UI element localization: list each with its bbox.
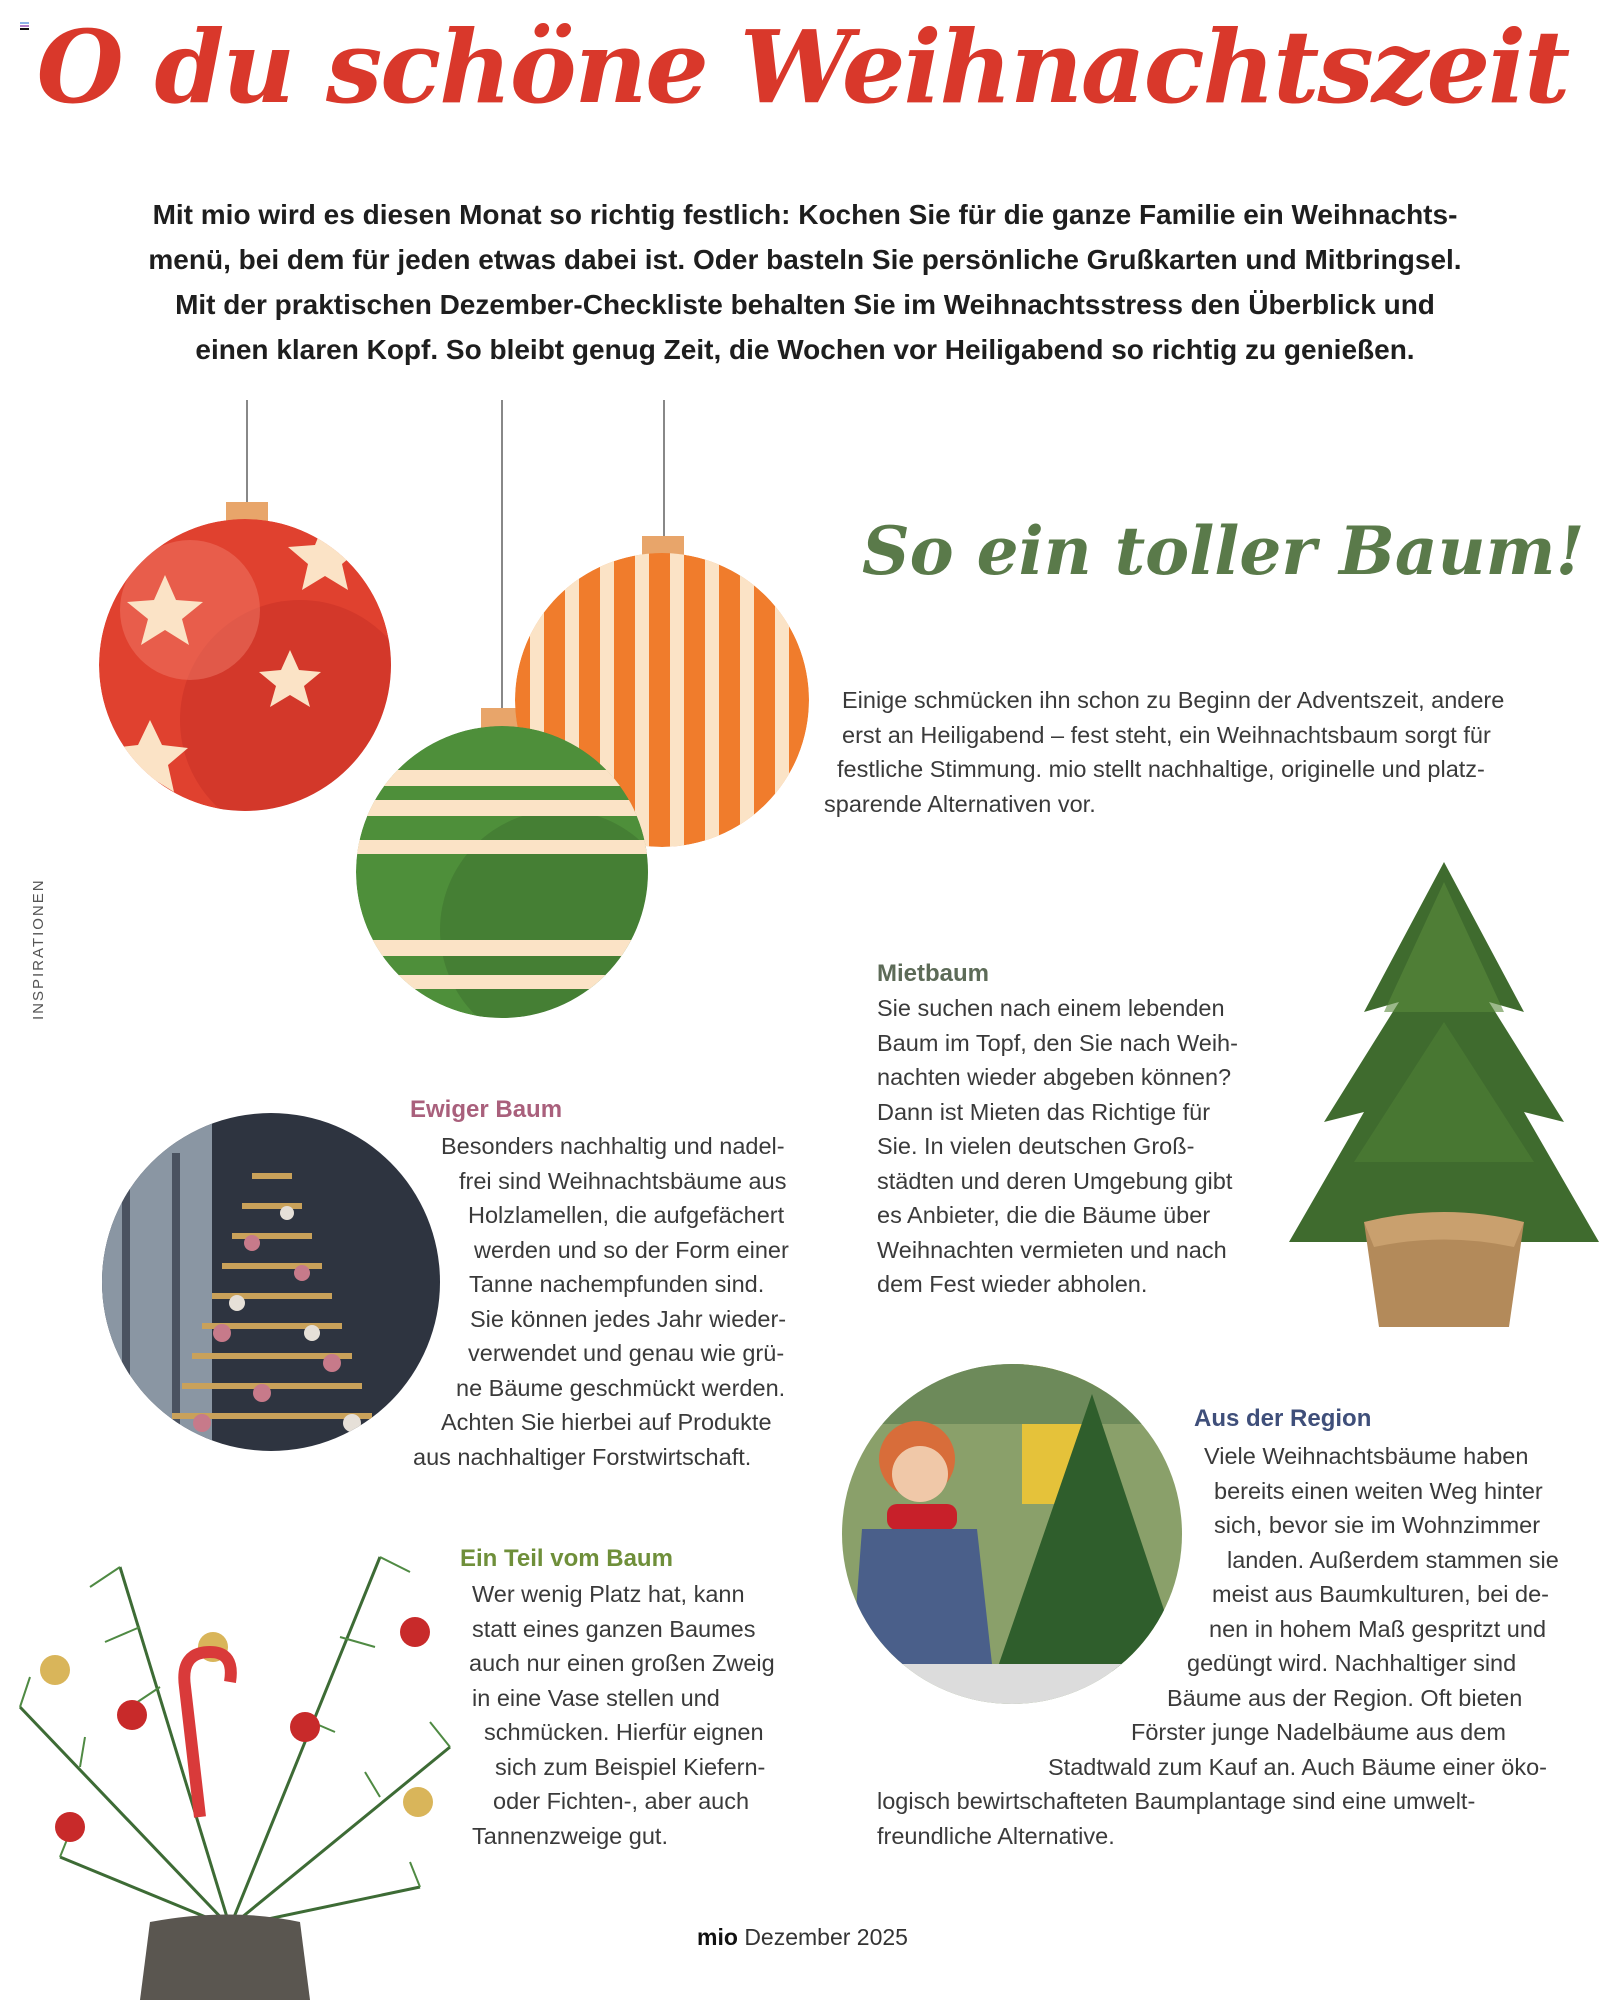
text-line: meist aus Baumkulturen, bei de- [1212, 1581, 1549, 1607]
section-intro-line: erst an Heiligabend – fest steht, ein Weihnachtsbaum sorgt für [842, 721, 1491, 748]
text-line: statt eines ganzen Baumes [472, 1615, 756, 1642]
section-intro [0, 683, 1504, 821]
text-line: bereits einen weiten Weg hinter [1214, 1477, 1543, 1504]
section-intro-line: festliche Stimmung. mio stellt nachhaltige, originelle und platz- [837, 756, 1485, 782]
text-line: Sie. In vielen deutschen Groß- [877, 1133, 1195, 1159]
text-line: Viele Weihnachtsbäume haben [1204, 1443, 1529, 1469]
region-text [0, 1439, 1559, 1853]
text-line: Besonders nachhaltig und nadel- [441, 1133, 785, 1159]
text-line: Baum im Topf, den Sie nach Weih- [877, 1029, 1238, 1056]
text-line: Stadtwald zum Kauf an. Auch Bäume einer öko- [1048, 1753, 1548, 1780]
side-label: INSPIRATIONEN [30, 878, 47, 1020]
intro-line: Mit mio wird es diesen Monat so richtig festlich: Kochen Sie für die ganze Familie ein Weihnachts- [152, 199, 1458, 230]
intro-line: einen klaren Kopf. So bleibt genug Zeit, die Wochen vor Heiligabend so richtig zu genießen. [195, 334, 1415, 365]
text-line: werden und so der Form einer [474, 1236, 789, 1263]
text-line: Wer wenig Platz hat, kann [472, 1581, 745, 1607]
page-footer [0, 1924, 1605, 1951]
text-line: es Anbieter, die die Bäume über [877, 1202, 1211, 1228]
section-intro-line: sparende Alternativen vor. [824, 790, 1096, 817]
ewiger-heading: Ewiger Baum [410, 1096, 563, 1123]
page-title: O du schöne Weihnachtszeit [36, 8, 1569, 126]
text-line: gedüngt wird. Nachhaltiger sind [1187, 1650, 1517, 1676]
text-line: Sie suchen nach einem lebenden [877, 995, 1225, 1021]
text-line: aus nachhaltiger Forstwirtschaft. [413, 1443, 752, 1470]
ewiger-text [0, 1129, 789, 1474]
section-intro-line: Einige schmücken ihn schon zu Beginn der Adventszeit, andere [842, 687, 1505, 713]
text-line: Achten Sie hierbei auf Produkte [441, 1409, 772, 1435]
text-line: sich zum Beispiel Kiefern- [495, 1753, 766, 1780]
text-line: oder Fichten-, aber auch [493, 1788, 750, 1814]
text-line: Dann ist Mieten das Richtige für [877, 1098, 1211, 1125]
text-line: schmücken. Hierfür eignen [484, 1719, 764, 1745]
teil-heading: Ein Teil vom Baum [460, 1545, 673, 1572]
intro-line: menü, bei dem für jeden etwas dabei ist. Oder basteln Sie persönliche Grußkarten und Mitbringsel. [148, 244, 1462, 275]
text-line: dem Fest wieder abholen. [877, 1271, 1148, 1297]
section-heading: So ein toller Baum! [862, 512, 1585, 590]
footer-brand: mio [697, 1924, 738, 1950]
text-line: Weihnachten vermieten und nach [877, 1236, 1227, 1263]
text-line: Holzlamellen, die aufgefächert [468, 1202, 785, 1228]
text-line: Tannenzweige gut. [472, 1822, 668, 1849]
text-line: Förster junge Nadelbäume aus dem [1131, 1719, 1506, 1745]
intro-line: Mit der praktischen Dezember-Checkliste behalten Sie im Weihnachtsstress den Überblick und [175, 289, 1435, 320]
region-heading: Aus der Region [1194, 1405, 1372, 1432]
text-line: Tanne nachempfunden sind. [469, 1271, 765, 1297]
text-line: in eine Vase stellen und [472, 1684, 720, 1711]
text-line: nachten wieder abgeben können? [877, 1064, 1232, 1090]
text-line: nen in hohem Maß gespritzt und [1209, 1615, 1547, 1642]
text-line: Bäume aus der Region. Oft bieten [1167, 1684, 1523, 1711]
potted-tree-image [1284, 862, 1602, 1330]
footer-issue: Dezember 2025 [744, 1924, 908, 1950]
mietbaum-heading: Mietbaum [877, 960, 990, 987]
text-line: verwendet und genau wie grü- [468, 1340, 785, 1366]
text-line: frei sind Weihnachtsbäume aus [459, 1167, 787, 1194]
mietbaum-text [877, 991, 1238, 1302]
text-line: ne Bäume geschmückt werden. [456, 1374, 786, 1401]
text-line: sich, bevor sie im Wohnzimmer [1214, 1512, 1541, 1538]
intro-text [60, 192, 1550, 372]
text-line: freundliche Alternative. [877, 1822, 1115, 1849]
text-line: landen. Außerdem stammen sie [1227, 1546, 1559, 1573]
text-line: auch nur einen großen Zweig [469, 1650, 775, 1676]
text-line: städten und deren Umgebung gibt [877, 1167, 1233, 1194]
text-line: Sie können jedes Jahr wieder- [470, 1305, 787, 1332]
text-line: logisch bewirtschafteten Baumplantage sind eine umwelt- [877, 1788, 1476, 1814]
